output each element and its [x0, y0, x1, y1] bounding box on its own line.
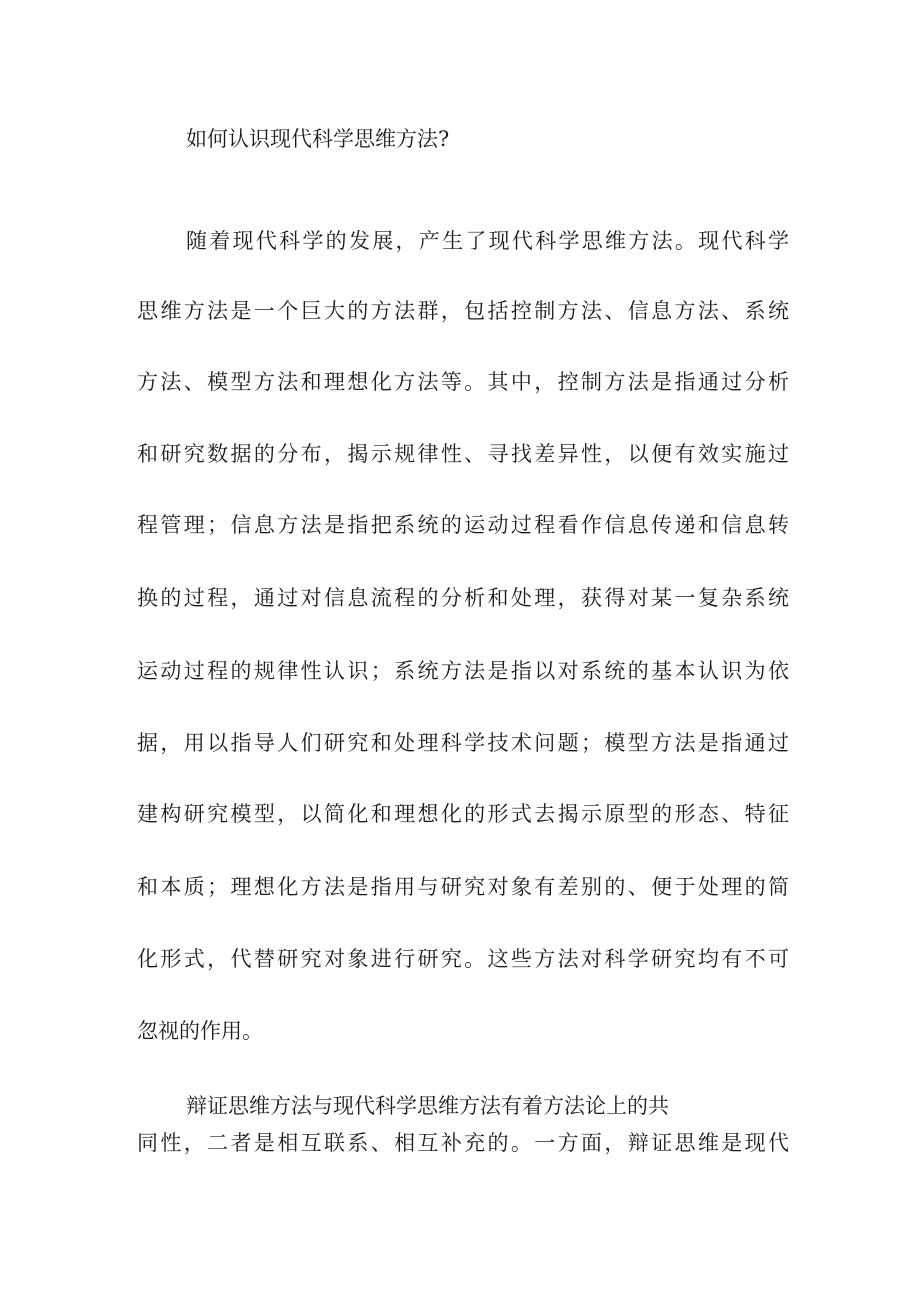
paragraph-line: 同性，二者是相互联系、相互补充的。一方面，辩证思维是现代 [137, 1131, 789, 1155]
document-heading: 如何认识现代科学思维方法? [186, 127, 450, 151]
paragraph-line: 化形式，代替研究对象进行研究。这些方法对科学研究均有不可 [137, 947, 789, 971]
paragraph-line: 据，用以指导人们研究和处理科学技术问题；模型方法是指通过 [137, 731, 789, 755]
paragraph-line: 忽视的作用。 [137, 1019, 263, 1043]
paragraph-line: 程管理；信息方法是指把系统的运动过程看作信息传递和信息转 [137, 513, 789, 537]
paragraph-line: 随着现代科学的发展，产生了现代科学思维方法。现代科学 [186, 229, 789, 253]
paragraph-line: 和研究数据的分布，揭示规律性、寻找差异性，以便有效实施过 [137, 442, 789, 466]
paragraph-line: 建构研究模型，以简化和理想化的形式去揭示原型的形态、特征 [137, 802, 789, 826]
paragraph-line: 运动过程的规律性认识；系统方法是指以对系统的基本认识为依 [137, 659, 789, 683]
paragraph-line: 和本质；理想化方法是指用与研究对象有差别的、便于处理的简 [137, 875, 789, 899]
paragraph-line: 换的过程，通过对信息流程的分析和处理，获得对某一复杂系统 [137, 586, 789, 610]
paragraph-line: 方法、模型方法和理想化方法等。其中，控制方法是指通过分析 [137, 370, 789, 394]
paragraph-line: 辩证思维方法与现代科学思维方法有着方法论上的共 [186, 1094, 669, 1118]
paragraph-line: 思维方法是一个巨大的方法群，包括控制方法、信息方法、系统 [137, 299, 789, 323]
